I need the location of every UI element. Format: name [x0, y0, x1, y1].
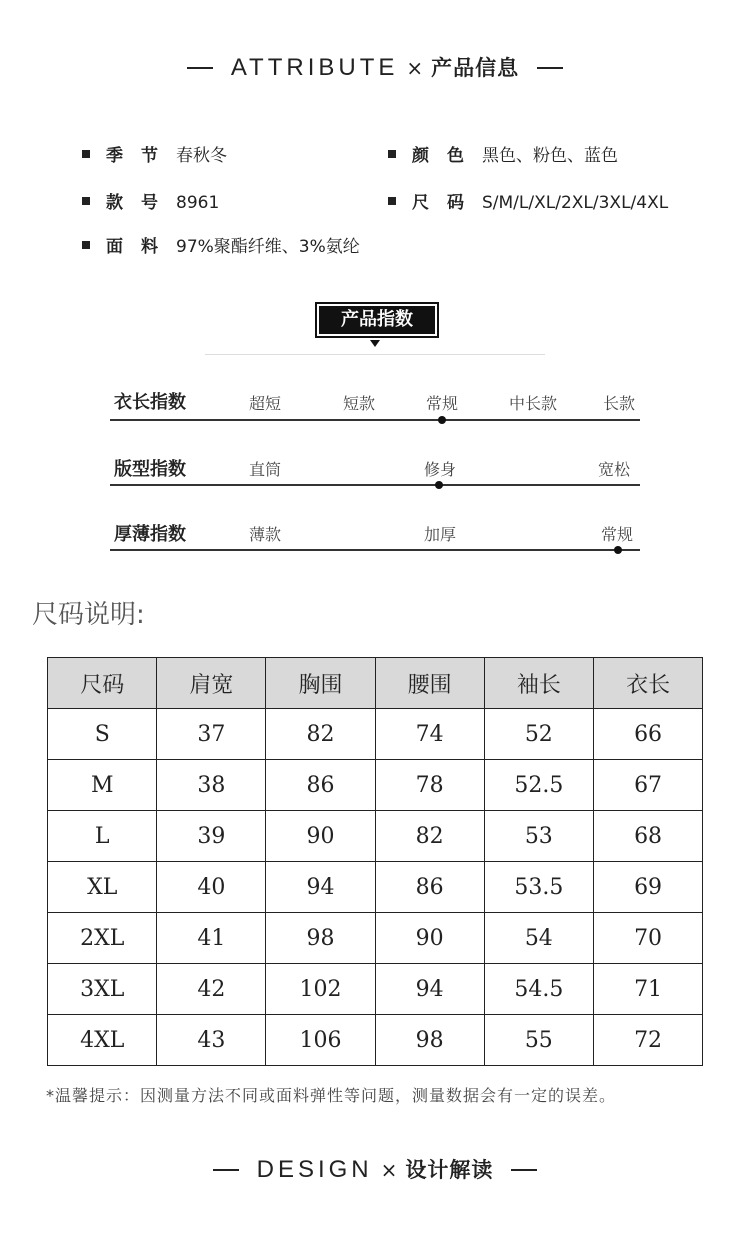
attribute-size: [388, 188, 668, 213]
attribute-season: [82, 141, 227, 166]
attribute-key: 尺码: [412, 193, 482, 213]
attribute-value: 97%聚酯纤维、3%氨纶: [176, 237, 360, 257]
table-cell: 82: [375, 811, 484, 862]
attribute-value: 8961: [176, 193, 220, 213]
index-option: 薄款: [249, 525, 282, 544]
bullet-square: [82, 197, 90, 205]
product-index-title: 产品指数: [315, 302, 439, 338]
table-cell: 94: [375, 964, 484, 1015]
dash-left: [213, 1169, 239, 1171]
col-header: 尺码: [48, 658, 157, 709]
attribute-color: [388, 141, 618, 166]
size-table: [47, 657, 703, 1066]
table-cell: 38: [157, 760, 266, 811]
table-cell: 102: [266, 964, 375, 1015]
table-cell: 40: [157, 862, 266, 913]
table-cell: 43: [157, 1015, 266, 1066]
table-cell: 74: [375, 709, 484, 760]
index-option-selected: 常规: [426, 394, 459, 413]
table-cell: 67: [594, 760, 703, 811]
attribute-fabric: [82, 232, 360, 257]
header-en: DESIGN: [256, 1156, 373, 1183]
table-cell: 42: [157, 964, 266, 1015]
table-cell: L: [48, 811, 157, 862]
table-cell: 94: [266, 862, 375, 913]
index-line: [110, 549, 640, 551]
col-header: 袖长: [484, 658, 594, 709]
table-cell: 55: [484, 1015, 594, 1066]
table-cell: 52: [484, 709, 594, 760]
measurement-tip: *温馨提示：因测量方法不同或面料弹性等问题，测量数据会有一定的误差。: [46, 1086, 617, 1105]
index-label-fit: 版型指数: [114, 459, 186, 480]
table-cell: 70: [594, 913, 703, 964]
index-marker: [614, 546, 622, 554]
col-header: 胸围: [266, 658, 375, 709]
index-option-selected: 常规: [601, 525, 634, 544]
table-row: [48, 709, 703, 760]
header-times: ×: [406, 56, 424, 80]
bullet-square: [388, 197, 396, 205]
index-option: 长款: [603, 394, 636, 413]
table-row: [48, 1015, 703, 1066]
attribute-value: 黑色、粉色、蓝色: [482, 146, 618, 166]
table-cell: 78: [375, 760, 484, 811]
index-label-length: 衣长指数: [114, 392, 186, 413]
table-cell: XL: [48, 862, 157, 913]
table-cell: 53.5: [484, 862, 594, 913]
table-cell: M: [48, 760, 157, 811]
header-en: ATTRIBUTE: [230, 54, 399, 81]
table-row: [48, 811, 703, 862]
index-line: [110, 484, 640, 486]
table-cell: 86: [375, 862, 484, 913]
table-cell: 72: [594, 1015, 703, 1066]
table-cell: 98: [375, 1015, 484, 1066]
index-option: 短款: [343, 394, 376, 413]
index-option: 宽松: [598, 460, 631, 479]
size-table-header-row: [48, 658, 703, 709]
index-option: 加厚: [424, 525, 457, 544]
table-cell: 69: [594, 862, 703, 913]
attribute-section-header: [0, 52, 750, 82]
bullet-square: [388, 150, 396, 158]
index-line: [110, 419, 640, 421]
table-row: [48, 913, 703, 964]
index-option: 超短: [249, 394, 282, 413]
table-cell: 66: [594, 709, 703, 760]
index-marker: [435, 481, 443, 489]
attribute-key: 面料: [106, 237, 176, 257]
table-cell: S: [48, 709, 157, 760]
header-cn: 设计解读: [405, 1158, 494, 1182]
col-header: 衣长: [594, 658, 703, 709]
col-header: 肩宽: [157, 658, 266, 709]
bullet-square: [82, 241, 90, 249]
attribute-style-number: [82, 188, 219, 213]
size-chart-title: 尺码说明:: [32, 600, 145, 630]
table-cell: 41: [157, 913, 266, 964]
table-cell: 86: [266, 760, 375, 811]
attribute-key: 季节: [106, 146, 176, 166]
table-cell: 90: [375, 913, 484, 964]
design-section-header: [0, 1154, 750, 1184]
bullet-square: [82, 150, 90, 158]
table-row: [48, 964, 703, 1015]
table-cell: 53: [484, 811, 594, 862]
table-cell: 106: [266, 1015, 375, 1066]
table-cell: 4XL: [48, 1015, 157, 1066]
index-label-thickness: 厚薄指数: [114, 524, 186, 545]
attribute-value: S/M/L/XL/2XL/3XL/4XL: [482, 193, 669, 213]
table-cell: 52.5: [484, 760, 594, 811]
table-cell: 82: [266, 709, 375, 760]
dash-left: [187, 67, 213, 69]
table-cell: 90: [266, 811, 375, 862]
table-cell: 3XL: [48, 964, 157, 1015]
index-marker: [438, 416, 446, 424]
down-triangle-icon: [370, 340, 380, 347]
table-cell: 54: [484, 913, 594, 964]
dash-right: [537, 67, 563, 69]
table-row: [48, 862, 703, 913]
table-cell: 71: [594, 964, 703, 1015]
table-cell: 2XL: [48, 913, 157, 964]
table-cell: 39: [157, 811, 266, 862]
header-cn: 产品信息: [431, 56, 520, 80]
table-cell: 54.5: [484, 964, 594, 1015]
attribute-key: 颜色: [412, 146, 482, 166]
index-option: 直筒: [249, 460, 282, 479]
attribute-value: 春秋冬: [176, 146, 227, 166]
dash-right: [511, 1169, 537, 1171]
table-cell: 98: [266, 913, 375, 964]
header-times: ×: [380, 1158, 398, 1182]
index-option: 中长款: [509, 394, 558, 413]
index-option-selected: 修身: [424, 460, 457, 479]
table-cell: 37: [157, 709, 266, 760]
table-cell: 68: [594, 811, 703, 862]
table-row: [48, 760, 703, 811]
col-header: 腰围: [375, 658, 484, 709]
attribute-key: 款号: [106, 193, 176, 213]
divider: [205, 354, 545, 355]
